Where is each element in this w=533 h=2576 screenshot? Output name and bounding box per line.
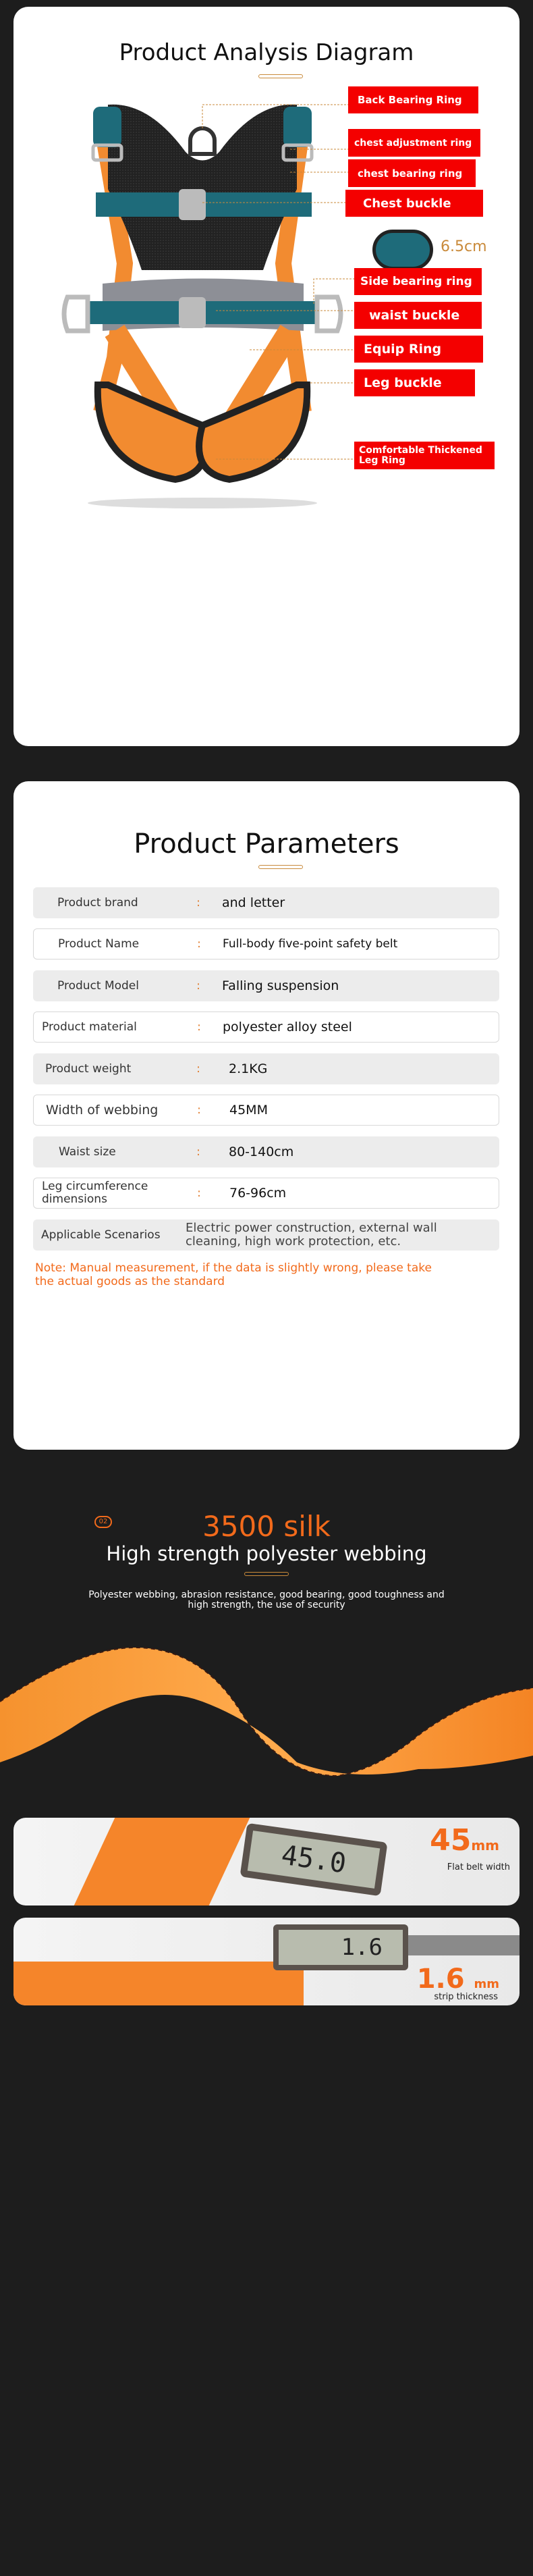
label-chest-bearing-ring: chest bearing ring — [348, 159, 476, 187]
param-value: Falling suspension — [222, 978, 339, 993]
title-divider — [258, 865, 303, 869]
analysis-card — [13, 7, 520, 746]
param-key: Leg circumference dimensions — [42, 1180, 148, 1206]
caliper-image — [74, 1818, 250, 1905]
param-key: Waist size — [59, 1145, 116, 1159]
measurement-value — [430, 1823, 499, 1858]
param-key: Applicable Scenarios — [41, 1228, 161, 1242]
param-row-material — [33, 1011, 499, 1043]
caliper-readout: 45.0 — [248, 1831, 381, 1889]
param-key: Product weight — [45, 1062, 132, 1076]
param-colon: : — [197, 937, 201, 951]
badge-number: 02 — [99, 1518, 108, 1525]
parameters-note: Note: Manual measurement, if the data is slightly wrong, please take the actual goods as the standard — [35, 1261, 432, 1288]
param-row-model — [33, 970, 499, 1001]
param-value: polyester alloy steel — [223, 1020, 352, 1034]
param-value: 76-96cm — [229, 1186, 287, 1201]
param-value: Electric power construction, external wall cleaning, high work protection, etc. — [186, 1221, 437, 1248]
parameters-card — [13, 781, 520, 1450]
param-key: Product Model — [57, 979, 139, 993]
measurement-label: Flat belt width — [447, 1862, 510, 1872]
caliper-scale — [408, 1935, 520, 1955]
param-key: Product material — [42, 1020, 137, 1034]
webbing-headline: 3500 silk — [202, 1510, 331, 1543]
width-measurement-photo — [13, 1818, 520, 1905]
webbing-roll-image — [13, 1962, 304, 2005]
param-colon: : — [197, 1020, 201, 1034]
webbing-subtitle: High strength polyester webbing — [106, 1542, 427, 1565]
unit: mm — [474, 1977, 499, 1991]
label-side-bearing-ring: Side bearing ring — [354, 268, 482, 295]
value: 45 — [430, 1823, 472, 1858]
param-row-webbing-width — [33, 1095, 499, 1126]
param-row-waist-size — [33, 1136, 499, 1167]
caliper-display — [273, 1924, 408, 1970]
param-value: 2.1KG — [229, 1061, 268, 1076]
param-colon: : — [196, 896, 200, 910]
param-row-leg-size — [33, 1178, 499, 1209]
measurement-label: strip thickness — [434, 1992, 498, 2002]
measurement-value — [417, 1964, 499, 1995]
analysis-title: Product Analysis Diagram — [119, 39, 414, 66]
label-leg-buckle: Leg buckle — [354, 369, 475, 396]
section-divider — [244, 1572, 289, 1576]
ring-size-inset — [372, 230, 433, 270]
label-chest-buckle: Chest buckle — [345, 190, 483, 217]
caliper-display — [240, 1823, 387, 1896]
webbing-image — [0, 1641, 533, 1816]
param-key: Product Name — [58, 937, 140, 951]
param-colon: : — [197, 1103, 201, 1117]
param-row-brand — [33, 887, 499, 918]
param-key: Product brand — [57, 896, 138, 910]
label-waist-buckle: waist buckle — [354, 302, 482, 329]
value: 1.6 — [416, 1964, 465, 1995]
thickness-measurement-photo — [13, 1918, 520, 2005]
param-row-name — [33, 928, 499, 960]
webbing-description: Polyester webbing, abrasion resistance, good bearing, good toughness and high strength, the use of security — [88, 1589, 445, 1610]
label-back-bearing-ring: Back Bearing Ring — [348, 86, 478, 113]
param-value: 45MM — [229, 1103, 268, 1118]
param-row-weight — [33, 1053, 499, 1084]
param-colon: : — [196, 1062, 200, 1076]
param-key: Width of webbing — [46, 1103, 159, 1118]
ring-size-label: 6.5cm — [441, 238, 487, 255]
param-colon: : — [196, 1145, 200, 1159]
param-value: Full-body five-point safety belt — [223, 937, 398, 951]
label-chest-adjustment-ring: chest adjustment ring — [348, 129, 480, 157]
param-row-scenarios — [33, 1219, 499, 1251]
caliper-readout: 1.6 — [279, 1930, 403, 1965]
unit: mm — [471, 1837, 499, 1854]
parameters-title: Product Parameters — [134, 829, 399, 860]
label-leg-ring: Comfortable Thickened Leg Ring — [354, 442, 495, 469]
param-colon: : — [196, 979, 200, 993]
param-colon: : — [197, 1186, 201, 1200]
label-equip-ring: Equip Ring — [354, 336, 483, 363]
param-value: and letter — [222, 895, 285, 910]
param-value: 80-140cm — [229, 1145, 294, 1159]
